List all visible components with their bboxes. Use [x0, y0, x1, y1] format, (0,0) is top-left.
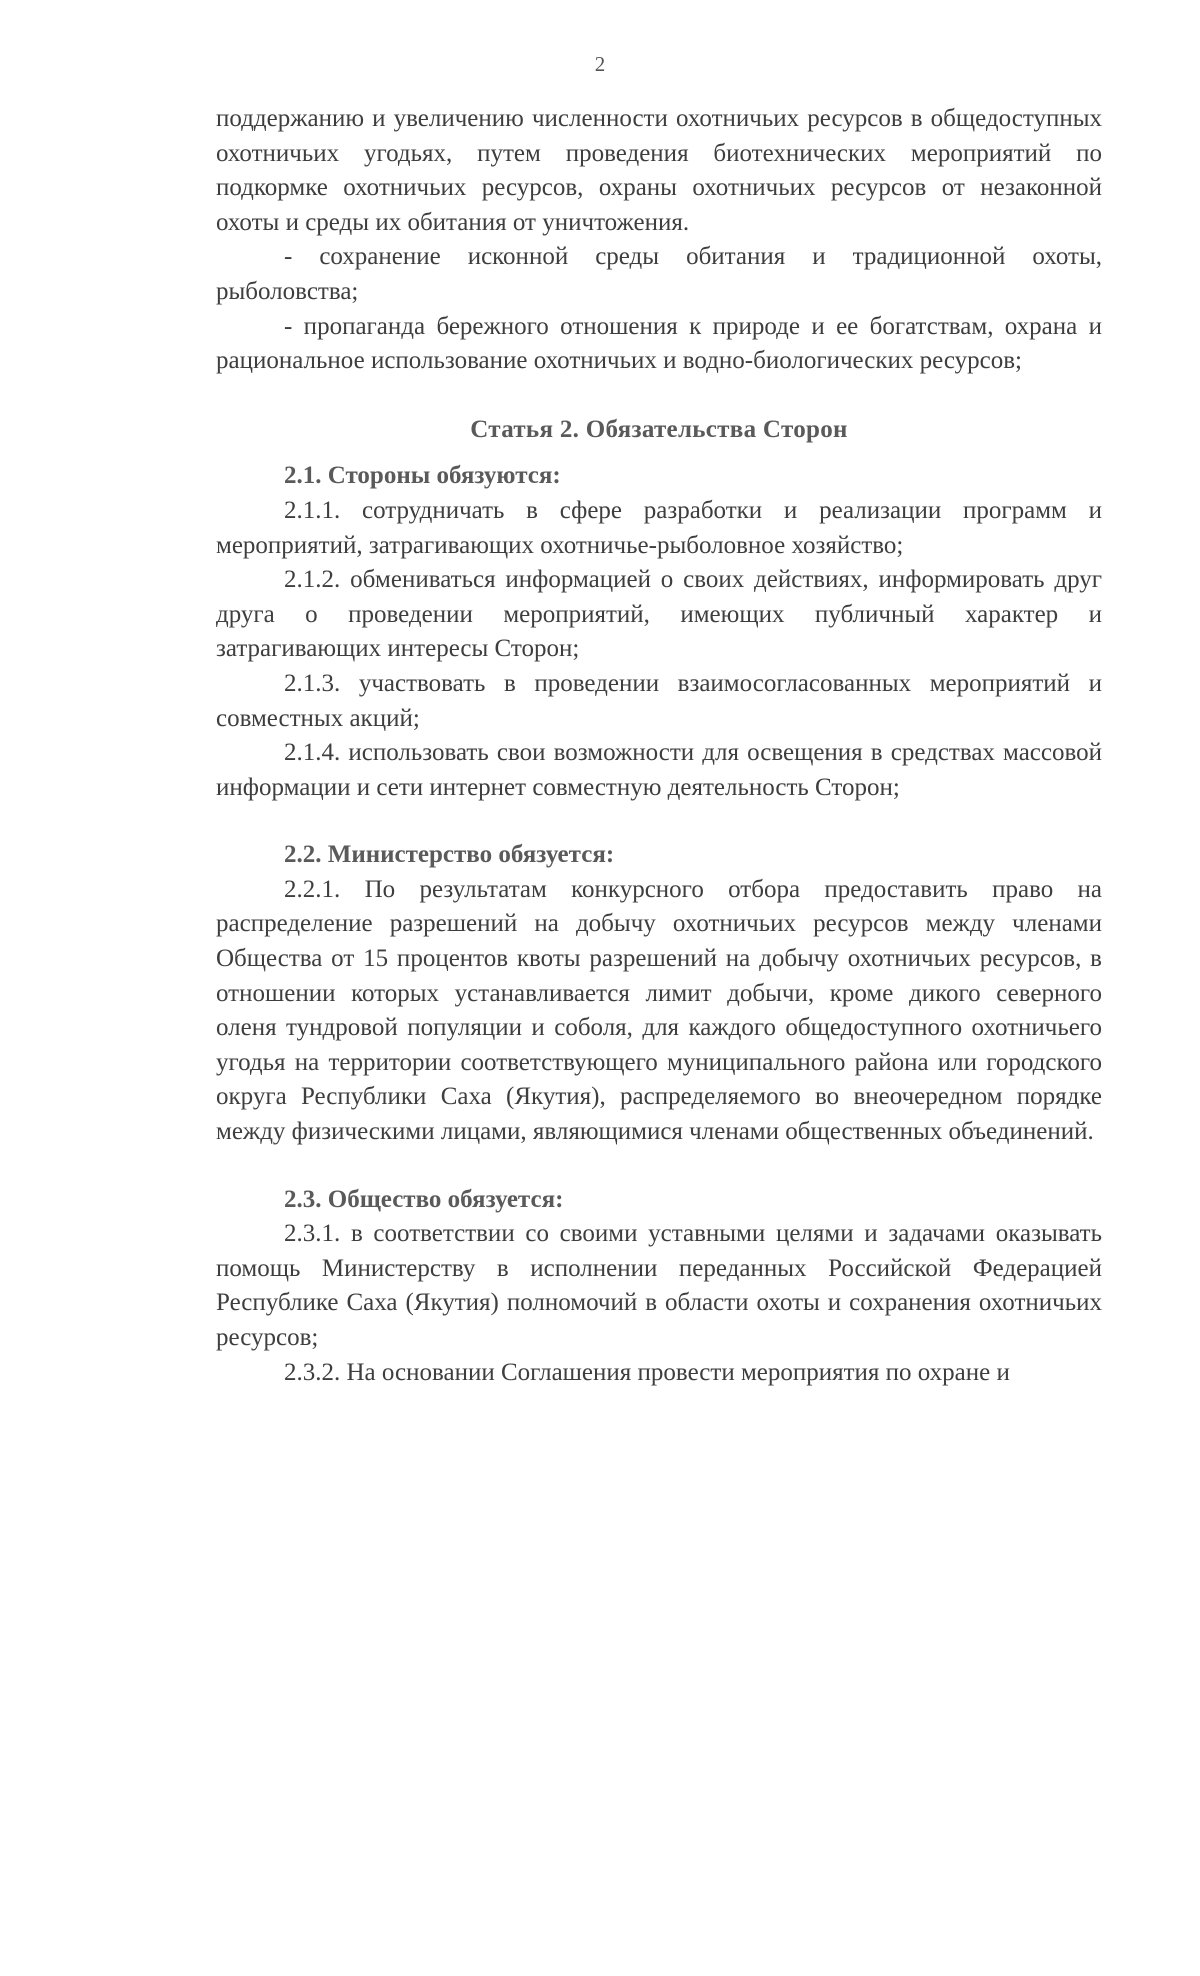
- spacer: [216, 1150, 1102, 1183]
- clause: 2.2.1. По результатам конкурсного отбора предоставить право на распределение разрешений на добычу охотничьих ресурсов между членами Общества от 15 процентов квоты разрешений на добычу охотничьих ресурсов, в отношении которых устанавливается лимит добычи, кроме дикого северного оленя тундровой популяции и соболя, для каждого общедоступного охотничьего угодья на территории соответствующего муниципального района или городского округа Республики Саха (Якутия), распределяемого во внеочередном порядке между физическими лицами, являющимися членами общественных объединений.: [216, 875, 1102, 1146]
- article-title: Статья 2. Обязательства Сторон: [470, 415, 848, 443]
- clause: 2.1.3. участвовать в проведении взаимосогласованных мероприятий и совместных акций;: [216, 669, 1102, 732]
- section-heading: 2.2. Министерство обязуется:: [284, 841, 615, 869]
- clause: 2.3.2. На основании Соглашения провести мероприятия по охране и: [284, 1358, 1010, 1386]
- section-heading: 2.3. Общество обязуется:: [284, 1185, 564, 1213]
- paragraph-continuation: поддержанию и увеличению численности охотничьих ресурсов в общедоступных охотничьих угодьях, путем проведения биотехнических мероприятий по подкормке охотничьих ресурсов, охраны охотничьих ресурсов от незаконной охоты и среды их обитания от уничтожения.: [216, 105, 1102, 236]
- clause: 2.1.2. обмениваться информацией о своих действиях, информировать друг друга о проведении мероприятий, имеющих публичный характер и затрагивающих интересы Сторон;: [216, 566, 1102, 663]
- page-number: 2: [594, 52, 606, 76]
- document-body: [216, 102, 1102, 1390]
- section-heading: 2.1. Стороны обязуются:: [284, 462, 561, 490]
- clause: 2.1.4. использовать свои возможности для освещения в средствах массовой информации и сети интернет совместную деятельность Сторон;: [216, 739, 1102, 801]
- paragraph-list-item: - сохранение исконной среды обитания и традиционной охоты, рыболовства;: [216, 243, 1102, 305]
- clause: 2.3.1. в соответствии со своими уставными целями и задачами оказывать помощь Министерству в исполнении переданных Российской Федерацией Республике Саха (Якутия) полномочий в области охоты и сохранения охотничьих ресурсов;: [216, 1220, 1102, 1351]
- clause: 2.1.1. сотрудничать в сфере разработки и реализации программ и мероприятий, затрагивающих охотничье-рыболовное хозяйство;: [216, 496, 1102, 559]
- spacer: [216, 805, 1102, 838]
- paragraph-list-item: - пропаганда бережного отношения к природе и ее богатствам, охрана и рациональное использование охотничьих и водно-биологических ресурсов;: [216, 312, 1102, 375]
